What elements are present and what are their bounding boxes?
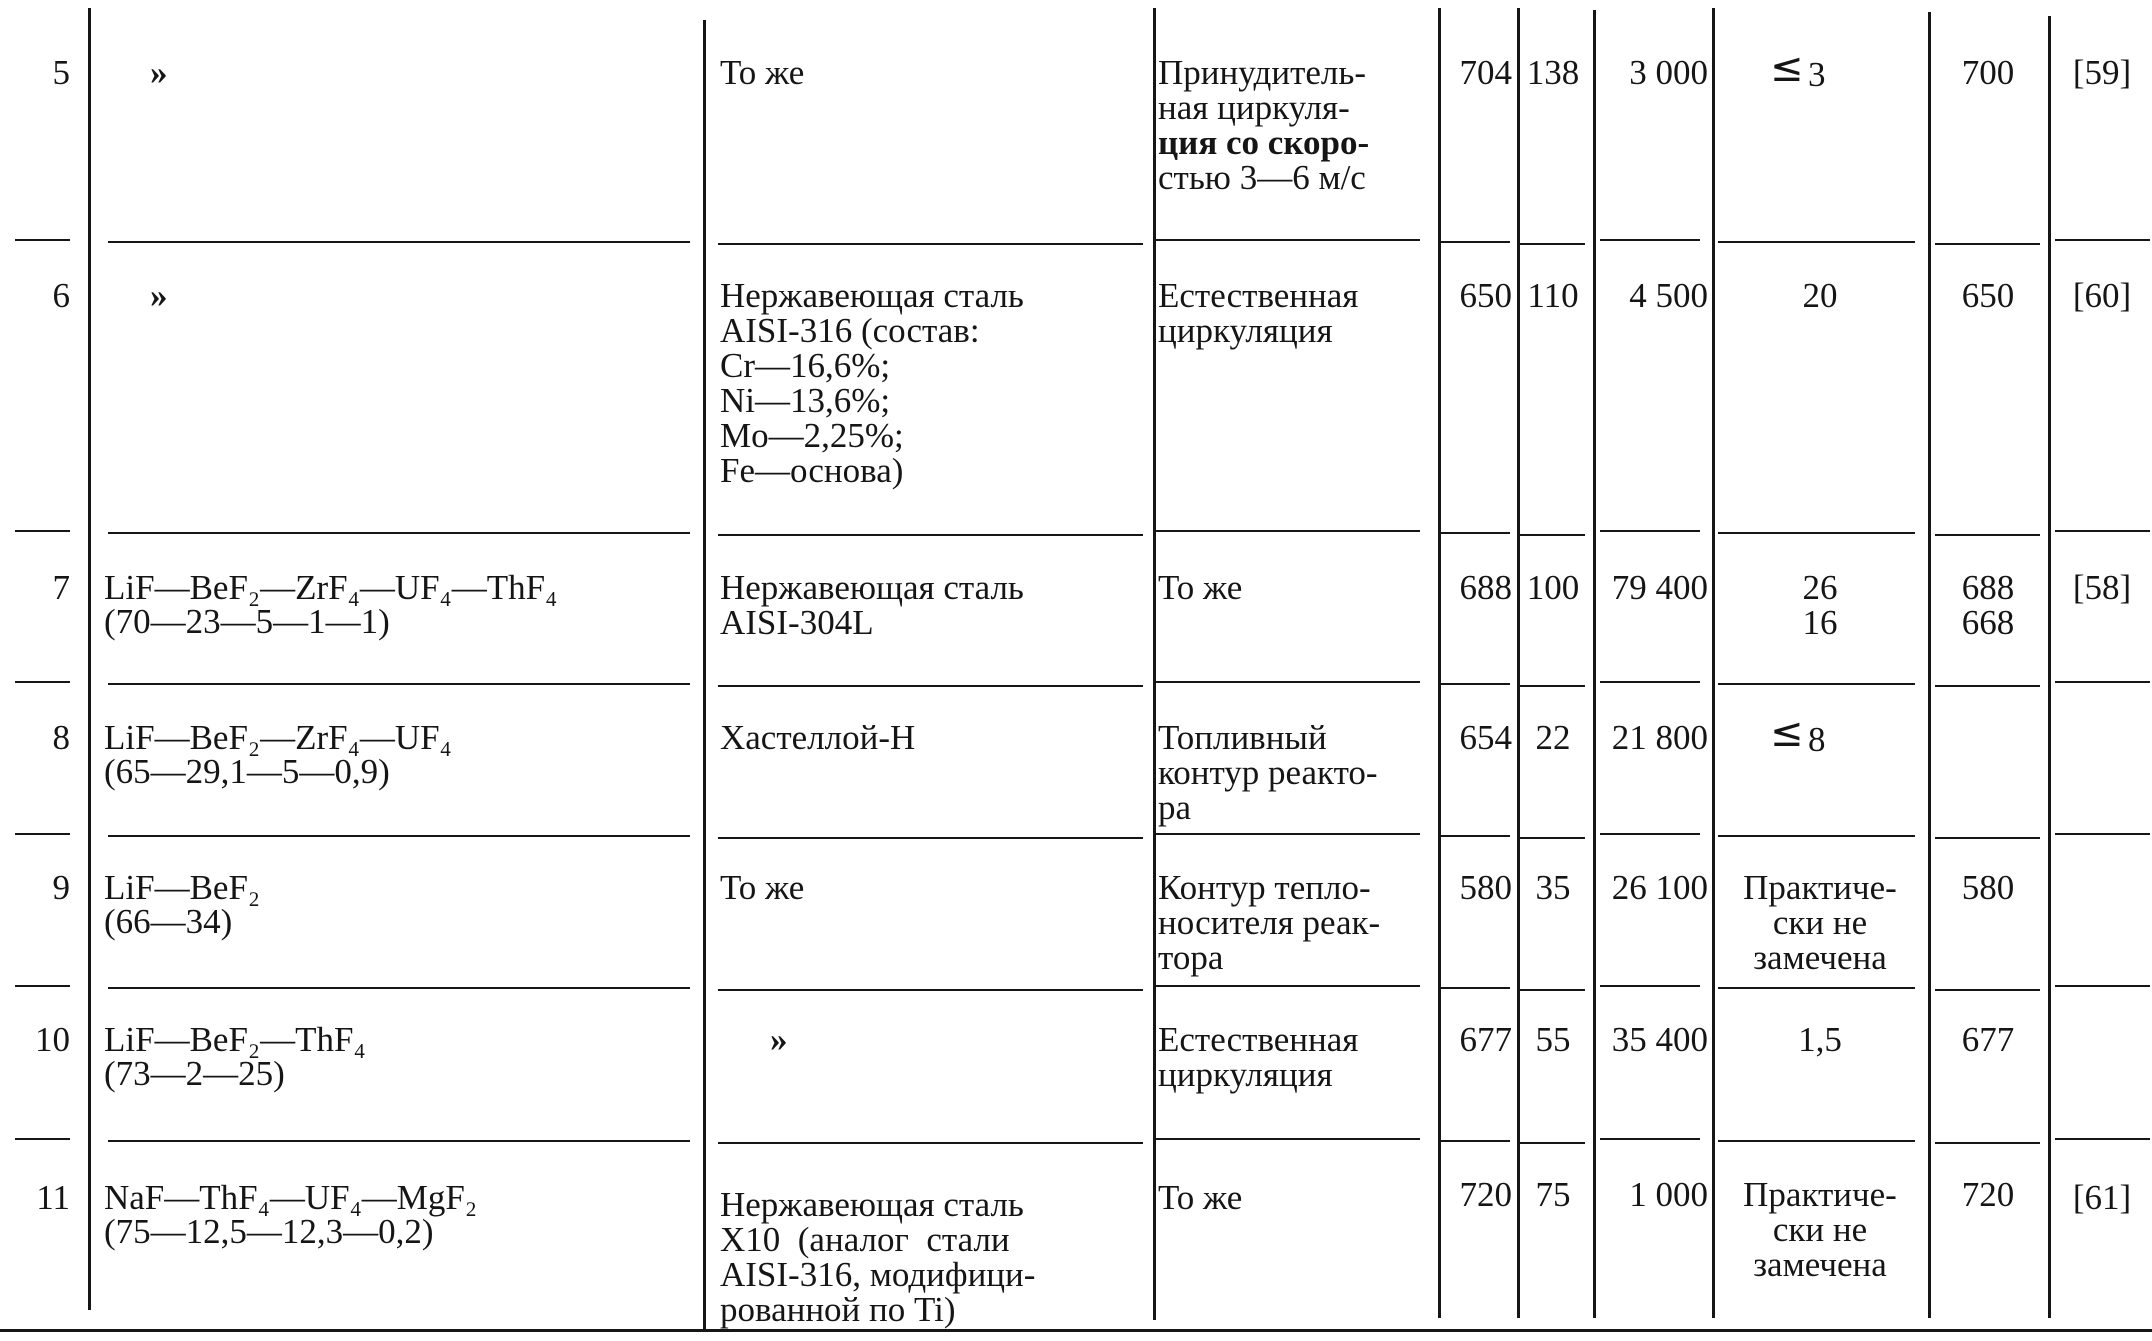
row-separator (108, 987, 690, 989)
temperature-difference: 22 (1535, 718, 1571, 757)
row-separator (1935, 243, 2040, 245)
max-temperature: 677 (1459, 1020, 1512, 1059)
row-separator (1718, 241, 1915, 243)
test-duration: 79 400 (1611, 568, 1708, 607)
test-duration: 35 400 (1611, 1020, 1708, 1059)
temperature-difference: 75 (1535, 1175, 1571, 1214)
row-separator (1935, 534, 2040, 536)
row-separator (718, 243, 1143, 245)
row-separator (1153, 681, 1420, 683)
row-separator (1718, 835, 1915, 837)
row-separator (2055, 239, 2150, 241)
row-separator (718, 534, 1143, 536)
construction-material: То же (720, 53, 805, 92)
construction-material: То же (720, 868, 805, 907)
salt-ratio: (66—34) (104, 902, 233, 941)
row-separator (1440, 532, 1510, 534)
max-temperature: 720 (1459, 1175, 1512, 1214)
salt-composition: LiF—BeF₂—ThF₄ (104, 1020, 366, 1059)
row-separator (718, 685, 1143, 687)
salt-ratio: (75—12,5—12,3—0,2) (104, 1212, 434, 1251)
row-separator (1440, 835, 1510, 837)
row-separator (1520, 837, 1585, 839)
corrosion-depth: Практиче- ски не замечена (1743, 868, 1897, 977)
row-separator (108, 683, 690, 685)
circulation-regime: Контур тепло- носителя реак- тора (1158, 868, 1381, 977)
row-separator (108, 835, 690, 837)
salt-ratio: (65—29,1—5—0,9) (104, 752, 390, 791)
row-separator (1153, 530, 1420, 532)
row-number: 7 (52, 568, 70, 607)
temperature-difference: 55 (1535, 1020, 1571, 1059)
row-separator (1600, 985, 1700, 987)
row-separator (1520, 243, 1585, 245)
temperature-difference: 138 (1526, 53, 1580, 92)
temperature-difference: 35 (1535, 868, 1571, 907)
column-rule-5 (1517, 8, 1520, 1318)
row-separator (1440, 1140, 1510, 1142)
circulation-regime-tail: стью 3—6 м/с (1158, 158, 1366, 197)
reference: [58] (2072, 568, 2132, 607)
row-separator (1600, 530, 1700, 532)
test-duration: 21 800 (1611, 718, 1708, 757)
row-separator (1718, 532, 1915, 534)
column-rule-7 (1712, 8, 1715, 1318)
construction-material: Хастеллой-Н (720, 718, 916, 757)
corrosion-le-sign: ≤ (1770, 45, 1804, 91)
row-separator (1600, 1138, 1700, 1140)
temperature-zone: 720 (1961, 1175, 2015, 1214)
row-separator (108, 241, 690, 243)
row-separator (108, 1140, 690, 1142)
row-separator (1935, 685, 2040, 687)
row-number: 9 (52, 868, 70, 907)
corrosion-depth: 1,5 (1798, 1020, 1842, 1059)
max-temperature: 688 (1459, 568, 1512, 607)
row-separator (1520, 989, 1585, 991)
row-separator (718, 1142, 1143, 1144)
row-separator (1153, 985, 1420, 987)
salt-ratio: (70—23—5—1—1) (104, 602, 390, 641)
row-separator (2055, 681, 2150, 683)
row-separator (1153, 833, 1420, 835)
row-separator (108, 532, 690, 534)
row-separator (1520, 534, 1585, 536)
test-duration: 26 100 (1611, 868, 1708, 907)
salt-ratio: (73—2—25) (104, 1054, 285, 1093)
salt-composition: LiF—BeF₂—ZrF₄—UF₄—ThF₄ (104, 568, 558, 607)
row-separator (1718, 987, 1915, 989)
row-separator (1520, 685, 1585, 687)
row-separator (1153, 1138, 1420, 1140)
reference: [59] (2072, 53, 2132, 92)
corrosion-depth: 20 (1802, 276, 1838, 315)
circulation-regime: Естественная циркуляция (1158, 276, 1359, 350)
corrosion-depth: 3 (1808, 55, 1826, 94)
row-separator (1440, 241, 1510, 243)
table-bottom-rule (0, 1329, 2152, 1332)
construction-material: Нержавеющая сталь X10 (аналог стали AISI-316, модифици- рованной по Ti) (720, 1185, 1036, 1329)
row-separator (1440, 987, 1510, 989)
row-separator (1600, 239, 1700, 241)
temperature-difference: 110 (1527, 276, 1579, 315)
construction-material: Нержавеющая сталь AISI-304L (720, 568, 1024, 642)
salt-composition: LiF—BeF₂ (104, 868, 261, 907)
row-separator (15, 239, 70, 241)
row-number: 8 (52, 718, 70, 757)
salt-composition: » (150, 276, 168, 315)
construction-material: » (770, 1020, 788, 1059)
row-number: 6 (52, 276, 70, 315)
column-rule-2 (703, 20, 706, 1330)
corrosion-le-sign: ≤ (1770, 710, 1804, 756)
temperature-zone: 688 668 (1961, 568, 2015, 642)
temperature-difference: 100 (1526, 568, 1580, 607)
row-separator (15, 833, 70, 835)
max-temperature: 654 (1459, 718, 1512, 757)
test-duration: 3 000 (1629, 53, 1708, 92)
row-separator (1440, 683, 1510, 685)
max-temperature: 704 (1459, 53, 1512, 92)
temperature-zone: 650 (1961, 276, 2015, 315)
row-separator (2055, 530, 2150, 532)
row-separator (15, 985, 70, 987)
salt-composition: NaF—ThF₄—UF₄—MgF₂ (104, 1178, 478, 1217)
column-rule-3 (1153, 8, 1156, 1320)
row-separator (1935, 989, 2040, 991)
row-separator (718, 989, 1143, 991)
row-separator (1718, 683, 1915, 685)
test-duration: 4 500 (1629, 276, 1708, 315)
column-rule-4 (1438, 8, 1441, 1318)
row-separator (2055, 1138, 2150, 1140)
salt-composition: LiF—BeF₂—ZrF₄—UF₄ (104, 718, 452, 757)
row-separator (1935, 1142, 2040, 1144)
row-separator (1520, 1142, 1585, 1144)
row-separator (1935, 837, 2040, 839)
salt-composition: » (150, 53, 168, 92)
reference: [60] (2072, 276, 2132, 315)
row-separator (1718, 1140, 1915, 1142)
column-rule-1 (88, 8, 91, 1310)
corrosion-depth: 8 (1808, 720, 1826, 759)
row-separator (15, 1138, 70, 1140)
row-number: 5 (52, 53, 70, 92)
max-temperature: 650 (1459, 276, 1512, 315)
column-rule-8 (1928, 12, 1931, 1318)
temperature-zone: 700 (1961, 53, 2015, 92)
circulation-regime: Топливный контур реакто- ра (1158, 718, 1378, 827)
circulation-regime: Принудитель- ная циркуля- (1158, 53, 1366, 127)
row-separator (2055, 985, 2150, 987)
row-separator (15, 681, 70, 683)
max-temperature: 580 (1459, 868, 1512, 907)
reference: [61] (2072, 1178, 2132, 1217)
row-separator (1600, 833, 1700, 835)
construction-material: Нержавеющая сталь AISI-316 (состав: Cr—16,6%; Ni—13,6%; Mo—2,25%; Fe—основа) (720, 276, 1024, 490)
circulation-regime: Естественная циркуляция (1158, 1020, 1359, 1094)
corrosion-depth: 26 16 (1802, 568, 1838, 642)
circulation-regime-bold: ция со скоро- (1158, 123, 1370, 162)
column-rule-6 (1593, 10, 1596, 1318)
test-duration: 1 000 (1629, 1175, 1708, 1214)
temperature-zone: 677 (1961, 1020, 2015, 1059)
row-number: 10 (35, 1020, 70, 1059)
row-separator (2055, 833, 2150, 835)
row-separator (1600, 681, 1700, 683)
column-rule-9 (2048, 16, 2051, 1318)
row-separator (15, 530, 70, 532)
row-separator (718, 837, 1143, 839)
circulation-regime: То же (1158, 568, 1243, 607)
row-separator (1153, 239, 1420, 241)
circulation-regime: То же (1158, 1178, 1243, 1217)
row-number: 11 (36, 1178, 70, 1217)
corrosion-depth: Практиче- ски не замечена (1743, 1175, 1897, 1284)
temperature-zone: 580 (1961, 868, 2015, 907)
